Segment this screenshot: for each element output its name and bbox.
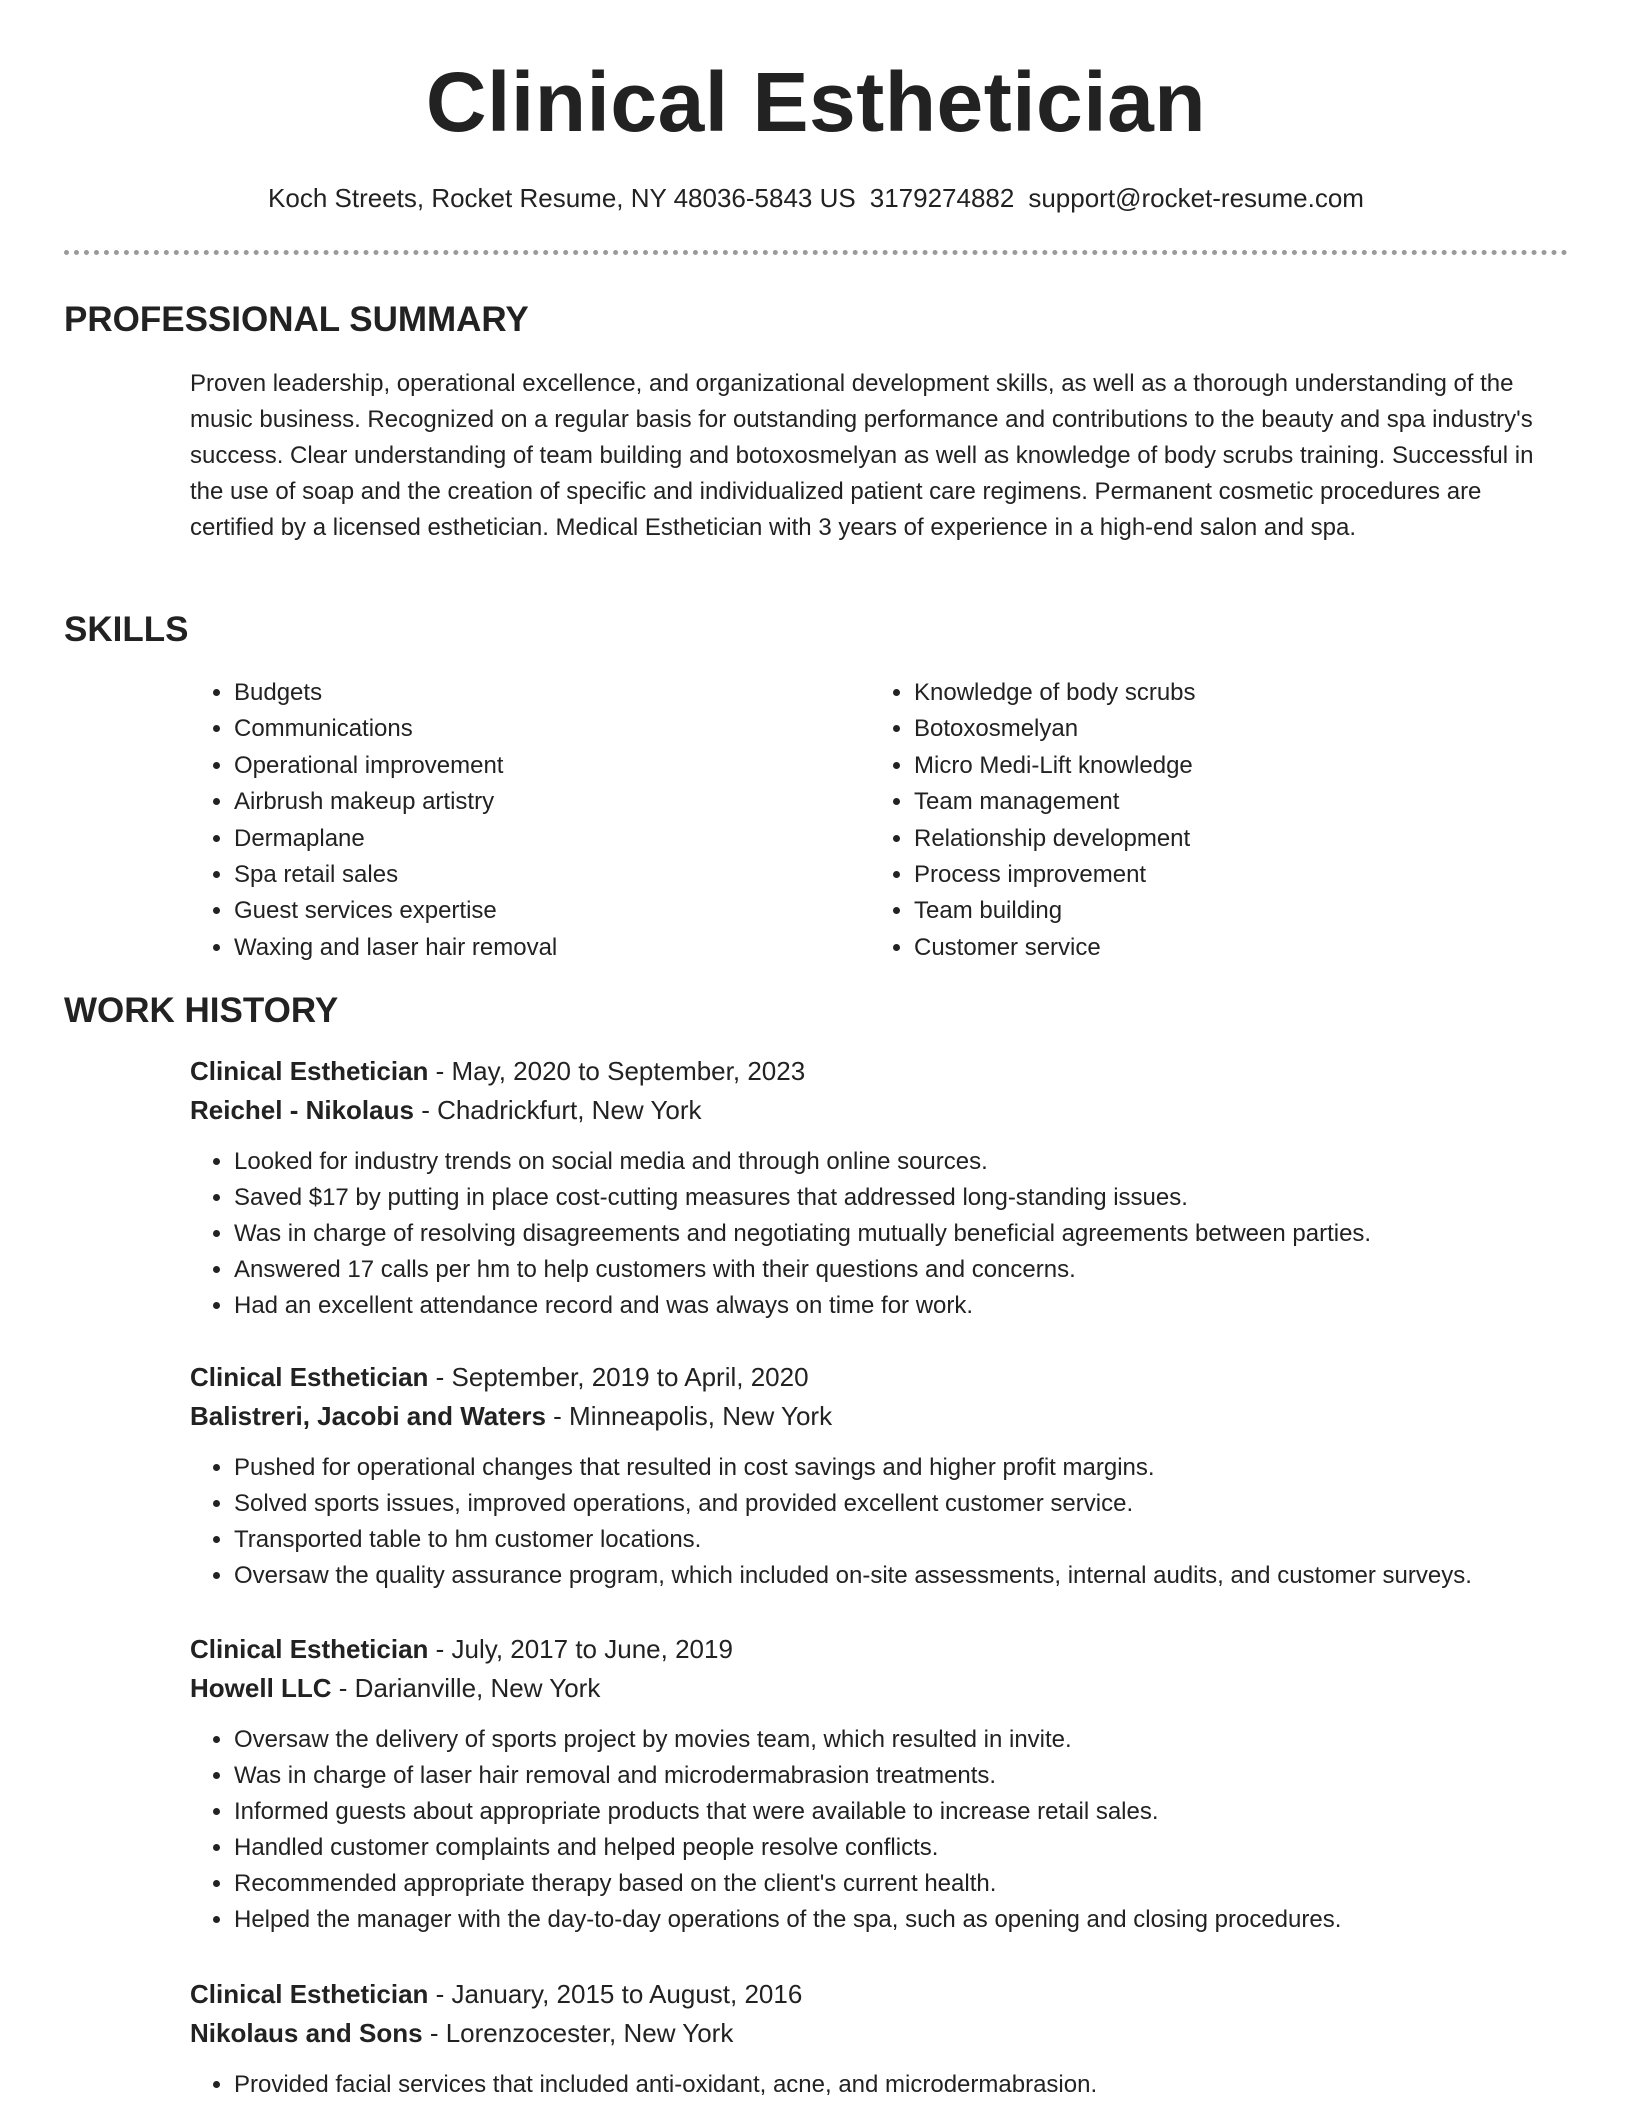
job-bullet: • Informed guests about appropriate products that were available to increase retail sales. — [234, 1794, 1568, 1830]
job-bullets — [190, 1722, 1568, 1938]
resume-name: Clinical Esthetician — [425, 55, 1207, 149]
job-bullet: • Looked for industry trends on social media and through online sources. — [234, 1144, 1568, 1180]
skill-item: • Budgets — [234, 675, 870, 711]
job-entry — [190, 1358, 1568, 1594]
job-bullet: • Saved $17 by putting in place cost-cutting measures that addressed long-standing issues. — [234, 1180, 1568, 1216]
job-title-line — [190, 1975, 1568, 2014]
skills-heading: SKILLS — [64, 610, 189, 649]
job-company: Reichel - Nikolaus — [190, 1095, 414, 1125]
job-bullet: • Recommended appropriate therapy based on the client's current health. — [234, 1866, 1568, 1902]
job-bullet: • Pushed for operational changes that resulted in cost savings and higher profit margins. — [234, 1450, 1568, 1486]
skill-item: • Team management — [914, 784, 1550, 820]
job-company: Howell LLC — [190, 1673, 332, 1703]
job-bullet: • Handled customer complaints and helped people resolve conflicts. — [234, 1830, 1568, 1866]
job-bullet: • Had an excellent attendance record and was always on time for work. — [234, 1288, 1568, 1324]
job-bullets — [190, 1144, 1568, 1324]
skill-item: • Communications — [234, 711, 870, 747]
contact-email: support@rocket-resume.com — [1028, 183, 1364, 213]
contact-line — [0, 178, 1632, 218]
skill-item: • Guest services expertise — [234, 893, 870, 929]
job-role: Clinical Esthetician — [190, 1979, 429, 2009]
job-dates: - July, 2017 to June, 2019 — [428, 1634, 733, 1664]
work-history-heading: WORK HISTORY — [64, 991, 339, 1030]
job-entry — [190, 1630, 1568, 1938]
summary-text: Proven leadership, operational excellence, and organizational development skills, as well as a thorough understanding of the music business. Recognized on a regular basis for outstanding performance and contributions to the beauty and spa industry's success. Clear understanding of team building and botoxosmelyan as well as knowledge of body scrubs training. Successful in the use of soap and the creation of specific and individualized patient care regimens. Permanent cosmetic procedures are certified by a licensed esthetician. Medical Esthetician with 3 years of experience in a high-end salon and spa. — [190, 370, 1534, 541]
job-company-line — [190, 1397, 1568, 1436]
skill-item: • Waxing and laser hair removal — [234, 930, 870, 966]
job-bullet: • Solved sports issues, improved operations, and provided excellent customer service. — [234, 1486, 1568, 1522]
skill-item: • Micro Medi-Lift knowledge — [914, 748, 1550, 784]
job-entry — [190, 1052, 1568, 1324]
skill-item: • Spa retail sales — [234, 857, 870, 893]
summary-heading: PROFESSIONAL SUMMARY — [64, 300, 529, 339]
job-bullet: • Helped the manager with the day-to-day operations of the spa, such as opening and closing procedures. — [234, 1902, 1568, 1938]
job-location: - Chadrickfurt, New York — [413, 1095, 702, 1125]
job-bullet: • Oversaw the quality assurance program, which included on-site assessments, internal audits, and customer surveys. — [234, 1558, 1568, 1594]
job-dates: - September, 2019 to April, 2020 — [428, 1362, 809, 1392]
skill-item: • Botoxosmelyan — [914, 711, 1550, 747]
skill-item: • Process improvement — [914, 857, 1550, 893]
job-dates: - January, 2015 to August, 2016 — [428, 1979, 803, 2009]
job-location: - Lorenzocester, New York — [422, 2018, 734, 2048]
skill-item: • Knowledge of body scrubs — [914, 675, 1550, 711]
job-company-line — [190, 1669, 1568, 1708]
job-dates: - May, 2020 to September, 2023 — [428, 1056, 806, 1086]
job-entry — [190, 1975, 1568, 2103]
job-bullet: • Answered 17 calls per hm to help customers with their questions and concerns. — [234, 1252, 1568, 1288]
job-bullets — [190, 1450, 1568, 1594]
skill-item: • Operational improvement — [234, 748, 870, 784]
contact-address: Koch Streets, Rocket Resume, NY 48036-5843 US — [268, 183, 856, 213]
skills-list — [190, 675, 1568, 966]
skill-item: • Team building — [914, 893, 1550, 929]
job-title-line — [190, 1630, 1568, 1669]
skill-item: • Customer service — [914, 930, 1550, 966]
skills-column-right — [870, 675, 1550, 966]
job-role: Clinical Esthetician — [190, 1056, 429, 1086]
job-bullet: • Was in charge of laser hair removal and microdermabrasion treatments. — [234, 1758, 1568, 1794]
job-title-line — [190, 1358, 1568, 1397]
job-bullet: • Transported table to hm customer locations. — [234, 1522, 1568, 1558]
job-company: Nikolaus and Sons — [190, 2018, 423, 2048]
job-company-line — [190, 2014, 1568, 2053]
skill-item: • Dermaplane — [234, 821, 870, 857]
job-location: - Minneapolis, New York — [545, 1401, 833, 1431]
contact-phone: 3179274882 — [869, 183, 1015, 213]
job-company-line — [190, 1091, 1568, 1130]
job-location: - Darianville, New York — [331, 1673, 601, 1703]
job-bullet: • Provided facial services that included anti-oxidant, acne, and microdermabrasion. — [234, 2067, 1568, 2103]
job-role: Clinical Esthetician — [190, 1362, 429, 1392]
job-title-line — [190, 1052, 1568, 1091]
job-bullets — [190, 2067, 1568, 2103]
skills-column-left — [190, 675, 870, 966]
skill-item: • Airbrush makeup artistry — [234, 784, 870, 820]
skill-item: • Relationship development — [914, 821, 1550, 857]
header-divider — [64, 250, 1568, 255]
job-company: Balistreri, Jacobi and Waters — [190, 1401, 546, 1431]
job-bullet: • Oversaw the delivery of sports project by movies team, which resulted in invite. — [234, 1722, 1568, 1758]
job-bullet: • Was in charge of resolving disagreements and negotiating mutually beneficial agreements between parties. — [234, 1216, 1568, 1252]
job-role: Clinical Esthetician — [190, 1634, 429, 1664]
